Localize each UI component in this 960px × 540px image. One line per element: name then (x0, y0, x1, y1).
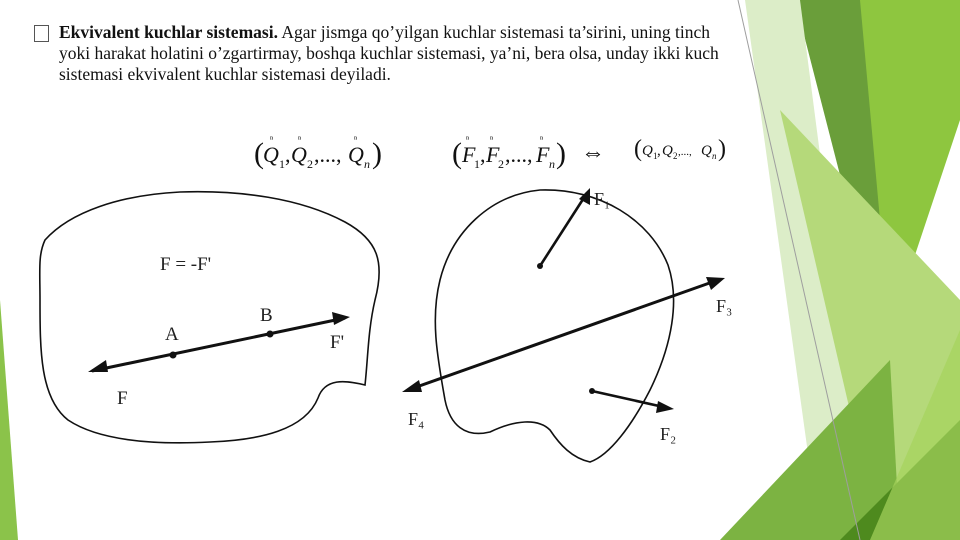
q1-symbol: Q (263, 142, 279, 167)
vec-mark: ⁿ (466, 134, 470, 145)
ellipsis: ,..., (314, 142, 342, 167)
ellipsis: ,..., (505, 142, 533, 167)
force-f3-f4-line (408, 280, 718, 390)
f1-symbol: F (462, 142, 476, 167)
paren-open: ( (254, 137, 264, 170)
arrow-head-f3 (706, 277, 725, 290)
label-f-prime: F' (330, 332, 344, 353)
comma-1: , (657, 143, 661, 159)
label-a: A (165, 324, 179, 345)
force-f1-line (540, 193, 587, 266)
right-body-labels (408, 189, 732, 444)
formula-q-set-small (634, 136, 726, 162)
arrow-head-f2 (656, 401, 674, 413)
arrow-head-f4 (402, 380, 422, 392)
point-a-dot (170, 352, 177, 359)
eq-label: F = -F' (160, 254, 212, 275)
q1-sub: 1 (653, 151, 658, 161)
force-f2-line (592, 391, 668, 408)
force-line-ab (92, 318, 345, 371)
left-body-outline (40, 192, 379, 443)
equivalence-arrow: ⇔ (581, 140, 605, 166)
vec-mark: ⁿ (354, 134, 358, 145)
formula-f-set (452, 134, 566, 171)
label-f: F (117, 388, 128, 409)
f1-sub: 1 (474, 157, 480, 171)
paren-close: ) (718, 136, 726, 162)
q2-symbol: Q (662, 143, 673, 159)
arrow-head-f-prime (332, 312, 350, 325)
paren-open: ( (452, 137, 462, 170)
label-f1: F₁ (594, 189, 611, 209)
q2-sub: 2 (673, 151, 678, 161)
left-body-labels (117, 254, 344, 409)
right-body-diagram (402, 188, 725, 462)
definition-heading: Ekvivalent kuchlar sistemasi. (59, 22, 278, 42)
q1-sub: 1 (279, 157, 285, 171)
f2-sub: 2 (498, 157, 504, 171)
paren-open: ( (634, 136, 642, 162)
f2-symbol: F (486, 142, 500, 167)
comma-1: , (285, 142, 291, 167)
ellipsis: ,..., (678, 146, 692, 158)
left-body-diagram (40, 192, 379, 443)
q2-sub: 2 (307, 157, 313, 171)
formula-q-set (254, 134, 382, 171)
vec-mark: ⁿ (298, 134, 302, 145)
vec-mark: ⁿ (270, 134, 274, 145)
qn-sub: n (712, 151, 717, 161)
definition-body: Agar jismga qo’yilgan kuchlar sistemasi ta’sirini, uning tinch yoki harakat holatini o’zgartirmay, boshqa kuchlar sistemasi, ya’ni, bera olsa, unday ikki kuch sistemasi ekvivalent kuchlar sistemasi deyiladi. (59, 22, 719, 84)
arrow-head-f (88, 360, 108, 372)
label-f2: F₂ (660, 424, 677, 444)
fn-symbol: F (536, 142, 550, 167)
qn-symbol: Q (348, 142, 364, 167)
q1-symbol: Q (642, 143, 653, 159)
label-b: B (260, 305, 273, 326)
q2-symbol: Q (291, 142, 307, 167)
qn-sub: n (364, 157, 370, 171)
fn-sub: n (549, 157, 555, 171)
vec-mark: ⁿ (540, 134, 544, 145)
paren-close: ) (556, 137, 566, 170)
paren-close: ) (372, 137, 382, 170)
label-f3: F₃ (716, 296, 733, 316)
comma-1: , (480, 142, 486, 167)
label-f4: F₄ (408, 409, 425, 429)
f1-origin-dot (537, 263, 543, 269)
vec-mark: ⁿ (490, 134, 494, 145)
f2-origin-dot (589, 388, 595, 394)
qn-symbol: Q (701, 143, 712, 159)
point-b-dot (267, 331, 274, 338)
right-body-outline (435, 190, 673, 462)
